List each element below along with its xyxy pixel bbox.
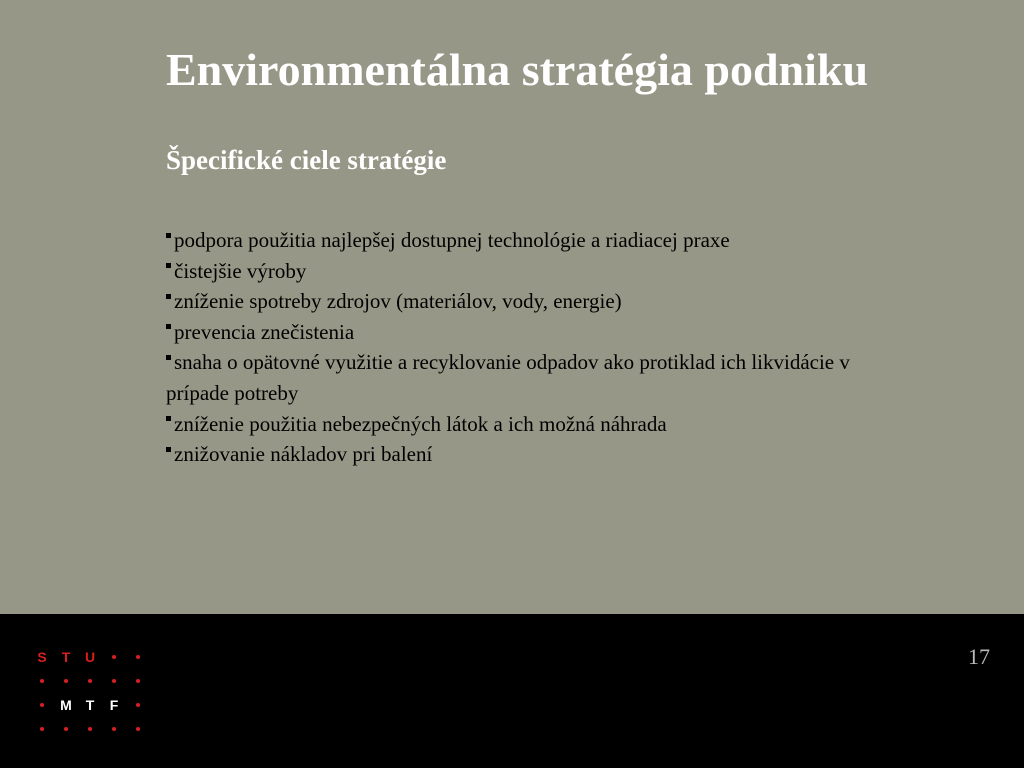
logo-letter: T [85, 697, 95, 713]
logo-dot [126, 669, 150, 693]
bullet-square-icon [166, 294, 171, 299]
logo-dot [54, 669, 78, 693]
bullet-item [166, 256, 896, 287]
bullet-square-icon [166, 416, 171, 421]
bullet-item [166, 317, 896, 348]
bullet-text: zníženie použitia nebezpečných látok a ich možná náhrada [174, 411, 667, 436]
bullet-text: podpora použitia najlepšej dostupnej technológie a riadiacej praxe [174, 228, 730, 252]
logo-dot [54, 717, 78, 741]
bullet-square-icon [166, 233, 171, 238]
footer-bar [0, 614, 1024, 768]
bullet-square-icon [166, 447, 171, 452]
logo-letter: M [60, 697, 72, 713]
logo-letter: S [37, 649, 47, 665]
bullet-square-icon [166, 324, 171, 329]
logo-dot [126, 717, 150, 741]
bullet-item [166, 347, 896, 408]
bullet-item [166, 225, 896, 256]
bullet-text: znižovanie nákladov pri balení [174, 442, 433, 467]
bullet-text: prevencia znečistenia [174, 319, 355, 344]
bullet-item [166, 286, 896, 317]
logo-dot [30, 717, 54, 741]
logo-dot [30, 669, 54, 693]
logo-dot [102, 645, 126, 669]
logo-letter: U [84, 649, 96, 665]
stu-mtf-logo [30, 645, 150, 741]
bullet-square-icon [166, 355, 171, 360]
bullet-text: zníženie spotreby zdrojov (materiálov, vody, energie) [174, 289, 622, 314]
logo-dot [30, 693, 54, 717]
bullet-list [166, 225, 896, 470]
logo-dot [126, 645, 150, 669]
logo-letter: T [61, 649, 71, 665]
logo-dot [102, 669, 126, 693]
logo-dot [78, 669, 102, 693]
slide-title: Environmentálna stratégia podniku [166, 44, 869, 95]
bullet-item [166, 439, 896, 470]
logo-dot [78, 717, 102, 741]
bullet-text: snaha o opätovné využitie a recyklovanie odpadov ako protiklad ich likvidácie v prípade potreby [166, 350, 850, 405]
page-number: 17 [968, 644, 990, 669]
logo-dot [126, 693, 150, 717]
slide-subtitle: Špecifické ciele stratégie [166, 145, 447, 175]
bullet-item [166, 409, 896, 440]
bullet-square-icon [166, 263, 171, 268]
logo-dot [102, 717, 126, 741]
bullet-text: čistejšie výroby [174, 258, 307, 283]
logo-letter: F [109, 697, 119, 713]
